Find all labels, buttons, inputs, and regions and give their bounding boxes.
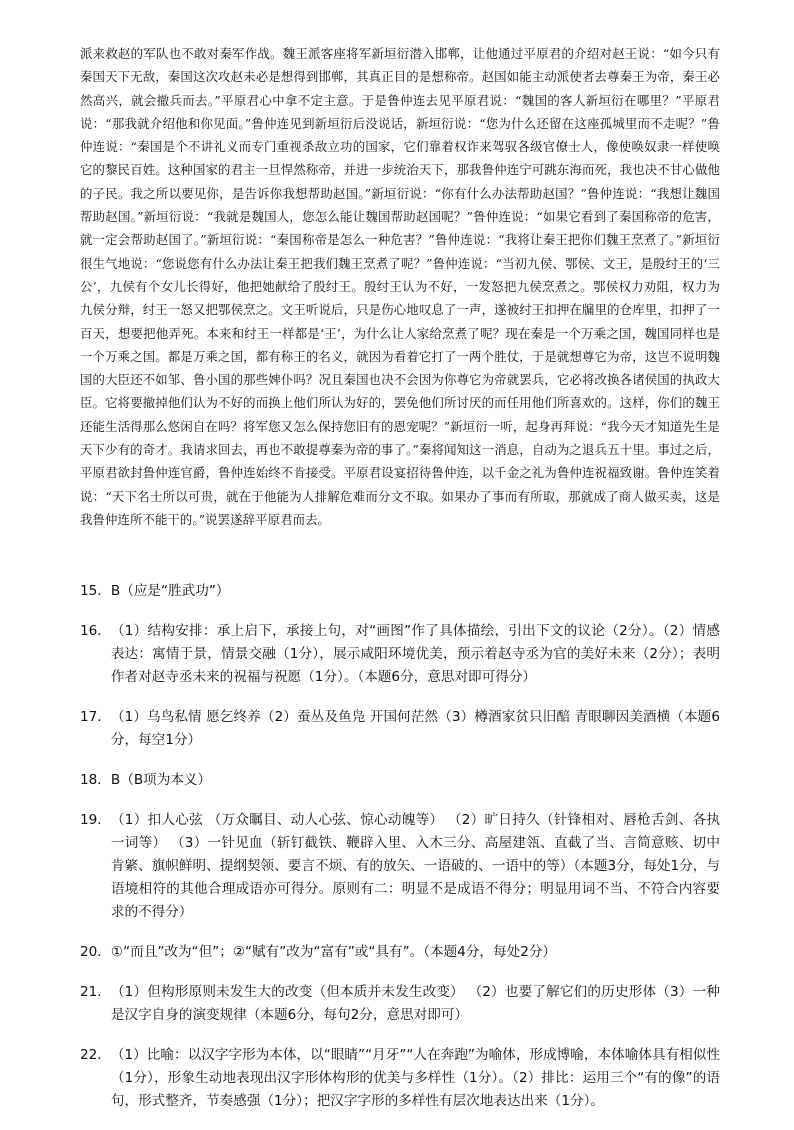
answer-item-16 — [80, 620, 720, 689]
answer-list — [80, 580, 720, 1130]
answer-text: ①“而且”改为“但”；②“赋有”改为“富有”或“具有”。（本题4分，每处2分） — [110, 944, 557, 960]
answer-text: B（应是“胜武功”） — [110, 583, 230, 599]
answer-text: （1）比喻：以汉字字形为本体，以“眼睛”“月牙”“人在奔跑”为喻体，形成博喻，本体喻体具有相似性（1分），形象生动地表现出汉字形体构形的优美与多样性（1分）。（2）排比：运用三个“有的像”的语句，形式整齐，节奏感强（1分）；把汉字字形的多样性有层次地表达出来（1分）。 — [110, 1047, 720, 1109]
answer-number: 17． — [80, 709, 111, 725]
answer-item-18 — [80, 769, 720, 792]
answer-item-15 — [80, 580, 720, 603]
answer-item-20 — [80, 941, 720, 964]
answer-item-17 — [80, 706, 720, 752]
translation-passage — [80, 42, 720, 531]
answer-item-21 — [80, 981, 720, 1027]
answer-text: （1）但构形原则未发生大的改变（但本质并未发生改变） （2）也要了解它们的历史形体（3）一种是汉字自身的演变规律（本题6分，每句2分，意思对即可） — [110, 984, 720, 1023]
answer-text: （1）结构安排：承上启下，承接上句，对“画图”作了具体描绘，引出下文的议论（2分）。（2）情感表达：寓情于景，情景交融（1分），展示咸阳环境优美，预示着赵寺丞为官的美好未来（2分）；表明作者对赵寺丞未来的祝福与祝愿（1分）。（本题6分，意思对即可得分） — [110, 623, 720, 685]
answer-text: B（B项为本义） — [110, 772, 212, 788]
answer-number: 19． — [80, 812, 111, 828]
answer-number: 16． — [80, 623, 111, 639]
answer-number: 15． — [80, 583, 111, 599]
passage-text: 派来救赵的军队也不敢对秦军作战。魏王派客座将军新垣衍潜入邯郸，让他通过平原君的介绍对赵王说：“如今只有秦国天下无敌，秦国这次攻赵未必是想得到邯郸，其真正目的是想称帝。赵国如能主动派使者去尊秦王为帝，秦王必然高兴，就会撤兵而去。”平原君心中拿不定主意。于是鲁仲连去见平原君说：“魏国的客人新垣衍在哪里？”平原君说：“那我就介绍他和你见面。”鲁仲连见到新垣衍后没说话，新垣衍说：“您为什么还留在这座孤城里而不走呢？”鲁仲连说：“秦国是个不讲礼义而专门重视杀敌立功的国家，它们靠着权诈来驾驭各级官僚士人，像使唤奴隶一样使唤它的黎民百姓。这种国家的君主一旦悍然称帝，并进一步统治天下，那我鲁仲连宁可跳东海而死，我也决不甘心做他的子民。我之所以要见你，是告诉你我想帮助赵国。”新垣衍说：“你有什么办法帮助赵国？”鲁仲连说：“我想让魏国帮助赵国。”新垣衍说：“我就是魏国人，您怎么能让魏国帮助赵国呢？”鲁仲连说：“如果它看到了秦国称帝的危害，就一定会帮助赵国了。”新垣衍说：“秦国称帝是怎么一种危害？”鲁仲连说：“我将让秦王把你们魏王烹煮了。”新垣衍很生气地说：“您说您有什么办法让秦王把我们魏王烹煮了呢？”鲁仲连说：“当初九侯、鄂侯、文王，是殷纣王的‘三公’，九侯有个女儿长得好，他把她献给了殷纣王。殷纣王认为不好，一发怒把九侯烹煮之。鄂侯权力劝阻，权力为九侯分辩，纣王一怒又把鄂侯烹之。文王听说后，只是伤心地叹息了一声，遂被纣王扣押在牖里的仓库里，扣押了一百天，想要把他弄死。本来和纣王一样都是‘王’，为什么让人家给烹煮了呢？现在秦是一个万乘之国，魏国同样也是一个万乘之国。都是万乘之国，都有称王的名义，就因为看着它打了一两个胜仗，于是就想尊它为帝，这岂不说明魏国的大臣还不如邹、鲁小国的那些婢仆吗？况且秦国也决不会因为你尊它为帝就罢兵，它必将改换各诸侯国的执政大臣。它将要撤掉他们认为不好的而换上他们所认为好的，罢免他们所讨厌的而任用他们所喜欢的。这样，你们的魏王还能生活得那么悠闲自在吗？将军您又怎么保持您旧有的恩宠呢？”新垣衍一听，起身再拜说：“我今天才知道先生是天下少有的奇才。我请求回去，再也不敢提尊秦为帝的事了。”秦将闻知这一消息，自动为之退兵五十里。事过之后，平原君欲封鲁仲连官爵，鲁仲连始终不肯接受。平原君设宴招待鲁仲连，以千金之礼为鲁仲连祝福致谢。鲁仲连笑着说：“天下名士所以可贵，就在于他能为人排解危难而分文不取。如果办了事而有所取，那就成了商人做买卖，这是我鲁仲连所不能干的。”说罢遂辞平原君而去。 — [80, 46, 720, 527]
answer-number: 20． — [80, 944, 111, 960]
answer-item-19 — [80, 809, 720, 924]
answer-text: （1）扣人心弦 （万众瞩目、动人心弦、惊心动魄等） （2）旷日持久（针锋相对、唇枪舌剑、各执一词等） （3）一针见血（斩钉截铁、鞭辟入里、入木三分、高屋建瓴、直截了当、言简意赅、切中肯綮、旗帜鲜明、提纲契领、要言不烦、有的放矢、一语破的、一语中的等）（本题3分，每处1分，与语境相符的其他合理成语亦可得分。原则有二：明显不是成语不得分；明显用词不当、不符合内容要求的不得分） — [110, 812, 720, 920]
answer-text: （1）乌鸟私情 愿乞终养（2）蚕丛及鱼凫 开国何茫然（3）樽酒家贫只旧醅 青眼聊因美酒横（本题6分，每空1分） — [110, 709, 720, 748]
answer-number: 18． — [80, 772, 111, 788]
answer-number: 21． — [80, 984, 111, 1000]
answer-number: 22． — [80, 1047, 111, 1063]
answer-item-22 — [80, 1044, 720, 1113]
